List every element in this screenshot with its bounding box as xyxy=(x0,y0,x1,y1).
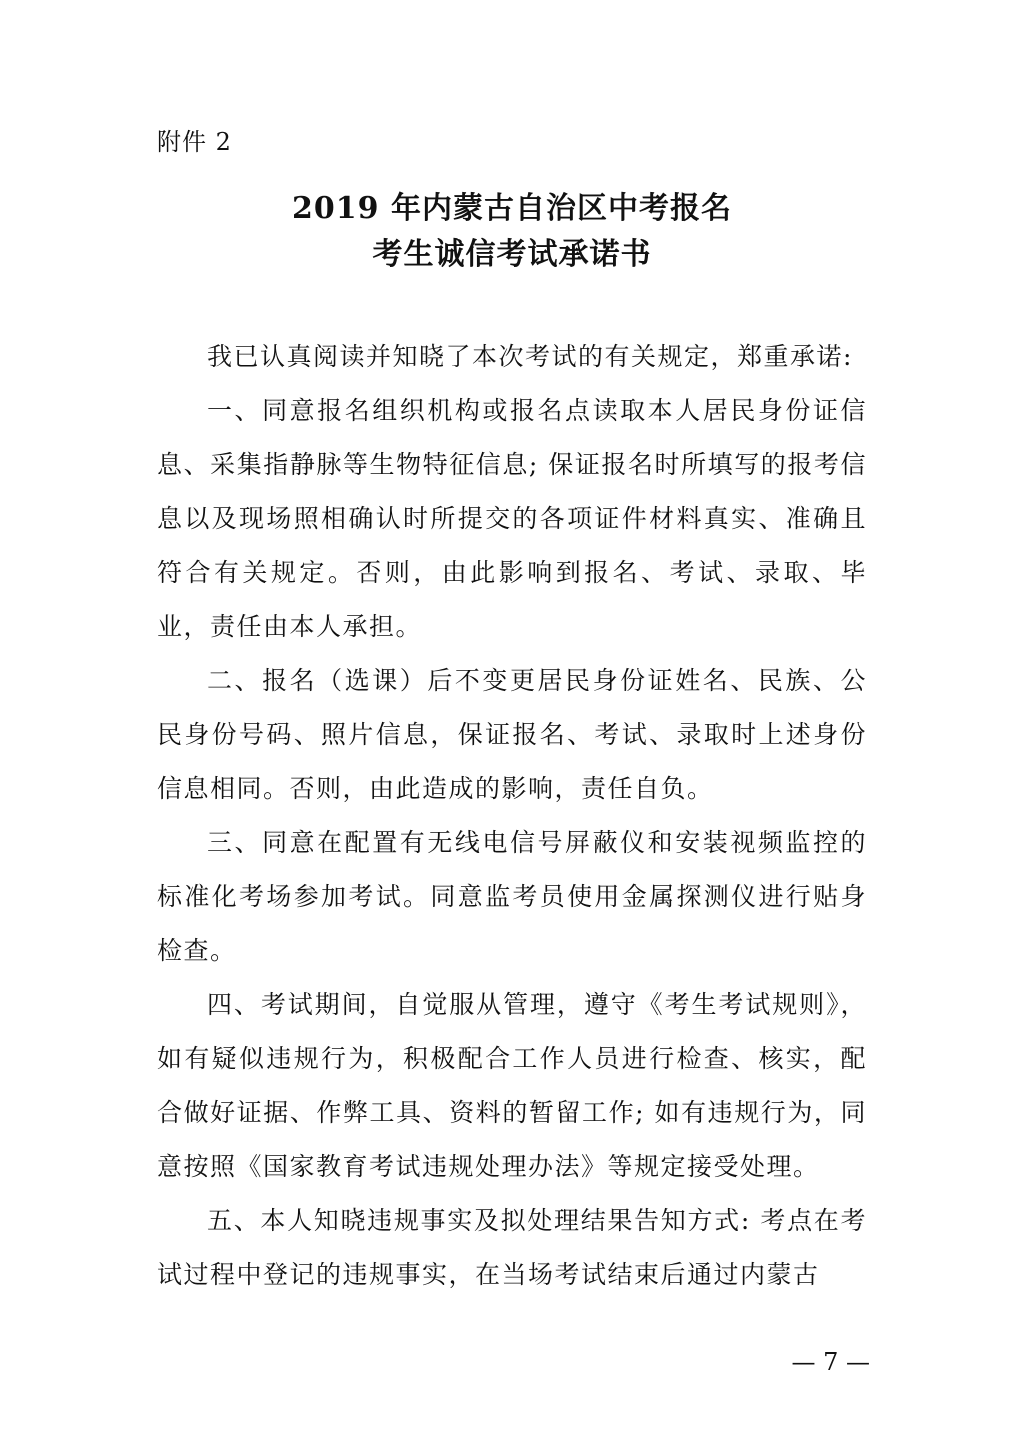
commitment-paragraph-1: 一、同意报名组织机构或报名点读取本人居民身份证信息、采集指静脉等生物特征信息; 保证报名时所填写的报考信息以及现场照相确认时所提交的各项证件材料真实、准确且符合有关规定。否则，由此影响到报名、考试、录取、毕业，责任由本人承担。 xyxy=(157,396,867,641)
commitment-paragraph-3: 三、同意在配置有无线电信号屏蔽仪和安装视频监控的标准化考场参加考试。同意监考员使用金属探测仪进行贴身检查。 xyxy=(157,828,867,965)
page-number: — 7 — xyxy=(791,1348,870,1376)
attachment-label: 附件 2 xyxy=(157,128,232,156)
commitment-paragraph-2: 二、报名（选课）后不变更居民身份证姓名、民族、公民身份号码、照片信息，保证报名、考试、录取时上述身份信息相同。否则，由此造成的影响，责任自负。 xyxy=(157,666,867,803)
document-body xyxy=(157,330,867,1302)
intro-paragraph: 我已认真阅读并知晓了本次考试的有关规定，郑重承诺: xyxy=(207,342,853,371)
commitment-paragraph-4: 四、考试期间，自觉服从管理，遵守《考生考试规则》，如有疑似违规行为，积极配合工作人员进行检查、核实，配合做好证据、作弊工具、资料的暂留工作; 如有违规行为，同意按照《国家教育考试违规处理办法》等规定接受处理。 xyxy=(157,990,867,1181)
document-title-line-2: 考生诚信考试承诺书 xyxy=(372,237,652,272)
commitment-paragraph-5: 五、本人知晓违规事实及拟处理结果告知方式: 考点在考试过程中登记的违规事实，在当场考试结束后通过内蒙古 xyxy=(157,1206,867,1289)
document-title-line-1: 2019 年内蒙古自治区中考报名 xyxy=(292,191,732,226)
